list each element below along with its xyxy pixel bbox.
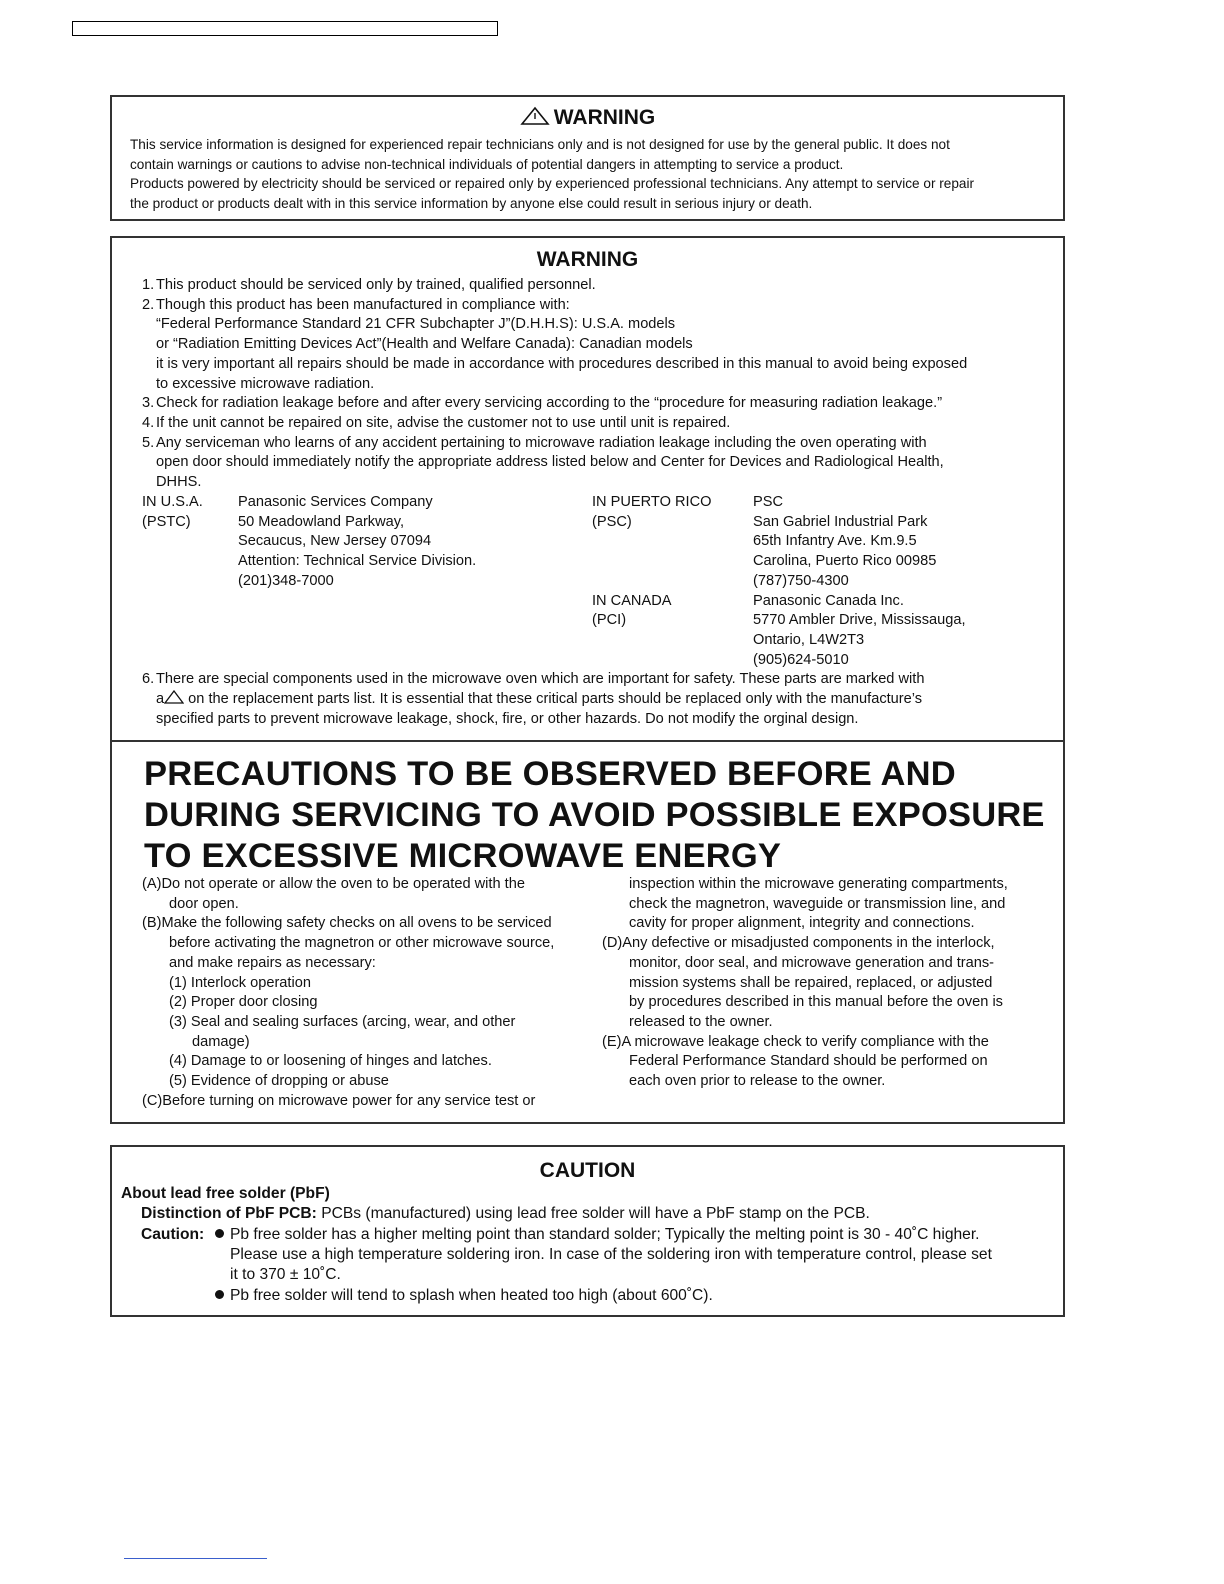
precaution-line <box>142 974 582 994</box>
item-text: open door should immediately notify the appropriate address listed below and Center for Devices and Radiological Health, <box>156 454 944 471</box>
precaution-text: released to the owner. <box>629 1013 773 1030</box>
item-text: specified parts to prevent microwave leakage, shock, fire, or other hazards. Do not modify the orginal design. <box>156 711 859 728</box>
heading-line: TO EXCESSIVE MICROWAVE ENERGY <box>144 837 782 875</box>
warning-list-item <box>142 394 1047 414</box>
precaution-line <box>602 914 1042 934</box>
item-number: 5. <box>142 434 155 451</box>
warning-triangle-icon <box>520 106 550 132</box>
warning-list <box>142 276 1047 493</box>
section-divider <box>112 740 1063 742</box>
precaution-label: (A) <box>142 876 162 892</box>
warning-line: contain warnings or cautions to advise non-technical individuals of potential dangers in attempting to service a product. <box>130 156 844 172</box>
precautions-right-column <box>602 875 1042 1092</box>
address-label: IN PUERTO RICO <box>592 494 712 510</box>
warning-line: Products powered by electricity should be serviced or repaired only by experienced professional technicians. Any attempt to service or repair <box>130 176 975 191</box>
precaution-text: each oven prior to release to the owner. <box>629 1073 886 1090</box>
caution-label: Caution: <box>141 1226 205 1243</box>
item-number: 4. <box>142 414 155 431</box>
precaution-line <box>142 934 582 954</box>
address-line: Panasonic Services Company <box>238 494 433 510</box>
precaution-line <box>142 993 582 1013</box>
precaution-line <box>602 1033 1042 1053</box>
precaution-line <box>602 974 1042 994</box>
precaution-line <box>602 1013 1042 1033</box>
item-number: 3. <box>142 395 155 412</box>
precautions-heading <box>144 754 1045 877</box>
precaution-line <box>602 954 1042 974</box>
canada-label <box>592 592 671 631</box>
item-number <box>142 453 156 473</box>
item-text: Check for radiation leakage before and after every servicing according to the “procedure for measuring radiation leakage.” <box>156 395 943 412</box>
address-line: Attention: Technical Service Division. <box>238 553 477 570</box>
precaution-text: (2) Proper door closing <box>169 994 318 1011</box>
item-number: 6. <box>142 671 155 687</box>
address-line: 65th Infantry Ave. Km.9.5 <box>753 533 917 550</box>
header-box <box>72 21 498 36</box>
item-number <box>142 315 156 335</box>
item-text: This product should be serviced only by trained, qualified personnel. <box>156 277 596 293</box>
caution-label-line <box>141 1225 204 1246</box>
warning-list-item <box>142 335 1047 355</box>
pr-label <box>592 493 711 532</box>
item-text: “Federal Performance Standard 21 CFR Subchapter J”(D.H.H.S): U.S.A. models <box>156 316 676 333</box>
address-line: (905)624-5010 <box>753 651 849 668</box>
usa-label <box>142 493 203 532</box>
warning-list-item <box>142 414 1047 434</box>
precaution-line <box>142 914 582 934</box>
bullet-text: Pb free solder will tend to splash when heated too high (about 600˚C). <box>230 1287 713 1304</box>
precaution-text: and make repairs as necessary: <box>169 954 376 971</box>
item-number <box>142 355 156 375</box>
item-number: 1. <box>142 277 155 293</box>
warning-general-title-text: WARNING <box>553 106 656 129</box>
address-label: (PSTC) <box>142 513 191 530</box>
bullet-icon <box>215 1229 224 1238</box>
precaution-text: monitor, door seal, and microwave generation and trans- <box>629 954 995 971</box>
warning-list-item <box>142 375 1047 395</box>
warning-microwave-title: WARNING <box>536 248 639 271</box>
precaution-text: (3) Seal and sealing surfaces (arcing, wear, and other <box>169 1013 516 1030</box>
address-label: IN U.S.A. <box>142 494 203 510</box>
footer-link-rule <box>124 1558 267 1559</box>
precaution-text: cavity for proper alignment, integrity and connections. <box>629 915 975 932</box>
address-line: 5770 Ambler Drive, Mississauga, <box>753 612 966 629</box>
item-number <box>142 335 156 355</box>
item-number <box>142 473 156 493</box>
precaution-text: damage) <box>192 1033 250 1050</box>
precaution-line <box>602 875 1042 895</box>
precaution-line <box>142 1092 582 1112</box>
pr-address <box>753 493 936 592</box>
item-text: a <box>156 690 165 707</box>
precaution-text: (5) Evidence of dropping or abuse <box>169 1073 389 1090</box>
address-line: Panasonic Canada Inc. <box>753 592 904 609</box>
caution-bullet-1-line2: Please use a high temperature soldering iron. In case of the soldering iron with temperature control, please set <box>230 1246 992 1263</box>
precaution-line <box>142 1033 582 1053</box>
warning-list-item <box>142 355 1047 375</box>
address-label: (PSC) <box>592 513 632 530</box>
precaution-text: Federal Performance Standard should be performed on <box>629 1053 988 1070</box>
warning-list-item <box>142 473 1047 493</box>
item-text: Any serviceman who learns of any accident pertaining to microwave radiation leakage including the oven operating with <box>156 434 927 451</box>
address-line: San Gabriel Industrial Park <box>753 513 928 530</box>
item-text: to excessive microwave radiation. <box>156 375 375 392</box>
warning-general-title <box>112 106 1063 132</box>
item-number <box>142 375 156 395</box>
precaution-text: check the magnetron, waveguide or transmission line, and <box>629 895 1006 912</box>
heading-line: DURING SERVICING TO AVOID POSSIBLE EXPOSURE <box>144 796 1045 834</box>
warning-list-item <box>142 315 1047 335</box>
address-line: Ontario, L4W2T3 <box>753 631 865 648</box>
usa-address <box>238 493 476 592</box>
precaution-line <box>142 895 582 915</box>
precaution-line <box>602 934 1042 954</box>
precaution-text: Do not operate or allow the oven to be operated with the <box>161 876 525 892</box>
caution-bullet-2 <box>215 1286 713 1307</box>
distinction-text: PCBs (manufactured) using lead free solder will have a PbF stamp on the PCB. <box>316 1205 870 1222</box>
item-number: 2. <box>142 296 155 313</box>
address-label: IN CANADA <box>592 592 672 609</box>
precaution-label: (C) <box>142 1092 163 1109</box>
warning-list-item <box>142 434 1047 454</box>
warning-list-item <box>142 276 1047 296</box>
precaution-text: (4) Damage to or loosening of hinges and latches. <box>169 1053 492 1070</box>
warning-line: the product or products dealt with in this service information by anyone else could result in serious injury or death. <box>130 195 813 211</box>
item-text: If the unit cannot be repaired on site, advise the customer not to use until unit is repaired. <box>156 414 731 431</box>
item-text: or “Radiation Emitting Devices Act”(Health and Welfare Canada): Canadian models <box>156 336 693 353</box>
item-text: DHHS. <box>156 474 202 491</box>
item-text: it is very important all repairs should be made in accordance with procedures described in this manual to avoid being exposed <box>156 355 968 372</box>
caution-subtitle-text: About lead free solder (PbF) <box>121 1185 330 1202</box>
precaution-text: (1) Interlock operation <box>169 974 311 991</box>
precaution-text: by procedures described in this manual before the oven is <box>629 994 1003 1011</box>
precaution-text: before activating the magnetron or other microwave source, <box>169 935 555 952</box>
warning-item-6 <box>142 670 1047 730</box>
precaution-label: (E) <box>602 1033 622 1050</box>
caution-subtitle <box>121 1184 330 1205</box>
precaution-text: A microwave leakage check to verify compliance with the <box>621 1033 989 1050</box>
warning-microwave-box <box>110 236 1065 1124</box>
address-line: Carolina, Puerto Rico 00985 <box>753 553 937 570</box>
precaution-text: Make the following safety checks on all ovens to be serviced <box>161 915 552 932</box>
item-text: on the replacement parts list. It is essential that these critical parts should be replaced only with the manufacture’s <box>184 690 923 707</box>
precaution-line <box>142 875 582 895</box>
bullet-icon <box>215 1290 224 1299</box>
item-text: Though this product has been manufactured in compliance with: <box>156 296 570 313</box>
precaution-line <box>602 993 1042 1013</box>
bullet-text: Pb free solder has a higher melting point than standard solder; Typically the melting point is 30 - 40˚C higher. <box>230 1226 980 1243</box>
warning-triangle-icon <box>164 690 184 711</box>
warning-general-box <box>110 95 1065 221</box>
item-text: There are special components used in the microwave oven which are important for safety. These parts are marked with <box>156 671 925 687</box>
precautions-left-column <box>142 875 582 1111</box>
address-line: Secaucus, New Jersey 07094 <box>238 533 432 550</box>
caution-bullet-1-line3: it to 370 ± 10˚C. <box>230 1266 341 1283</box>
precaution-line <box>602 1072 1042 1092</box>
address-label: (PCI) <box>592 612 627 629</box>
heading-line: PRECAUTIONS TO BE OBSERVED BEFORE AND <box>144 755 956 793</box>
precaution-text: door open. <box>169 895 239 912</box>
precaution-line <box>142 954 582 974</box>
address-line: (201)348-7000 <box>238 572 334 589</box>
canada-address <box>753 592 966 671</box>
precaution-line <box>602 895 1042 915</box>
precaution-text: inspection within the microwave generating compartments, <box>629 876 1008 892</box>
precaution-line <box>602 1052 1042 1072</box>
precaution-label: (D) <box>602 935 623 952</box>
precaution-label: (B) <box>142 915 162 932</box>
precaution-line <box>142 1013 582 1033</box>
warning-list-item <box>142 296 1047 316</box>
address-line: PSC <box>753 494 784 510</box>
address-line: 50 Meadowland Parkway, <box>238 513 405 530</box>
precaution-text: Before turning on microwave power for any service test or <box>162 1092 536 1109</box>
address-line: (787)750-4300 <box>753 572 849 589</box>
warning-list-item <box>142 453 1047 473</box>
precaution-line <box>142 1052 582 1072</box>
precaution-line <box>142 1072 582 1092</box>
distinction-label: Distinction of PbF PCB: <box>141 1205 317 1222</box>
caution-bullet-1 <box>215 1225 980 1246</box>
warning-line: This service information is designed for experienced repair technicians only and is not designed for use by the general public. It does not <box>130 137 950 152</box>
distinction-line <box>141 1204 870 1225</box>
precaution-text: mission systems shall be repaired, replaced, or adjusted <box>629 974 993 991</box>
warning-general-text <box>130 135 1060 213</box>
precaution-text: Any defective or misadjusted components in the interlock, <box>622 935 995 952</box>
caution-title: CAUTION <box>539 1159 636 1182</box>
caution-box <box>110 1145 1065 1317</box>
